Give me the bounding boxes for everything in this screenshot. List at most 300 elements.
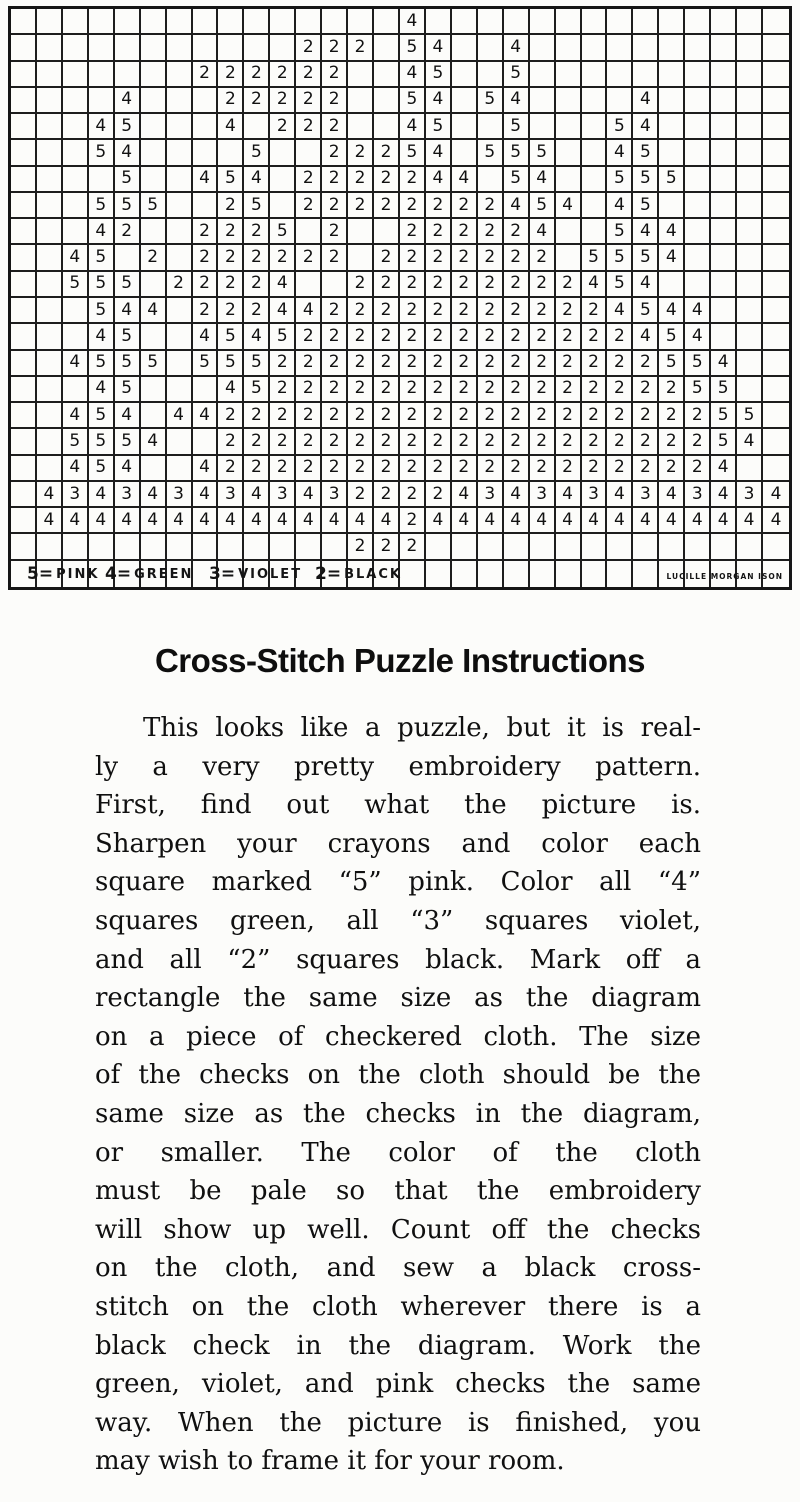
grid-cell: 5: [218, 351, 244, 377]
grid-cell: 4: [763, 482, 789, 508]
grid-cell: 4: [659, 245, 685, 271]
grid-cell: [374, 9, 400, 35]
grid-cell: 2: [218, 272, 244, 298]
grid-cell: 2: [530, 403, 556, 429]
grid-cell: [711, 219, 737, 245]
grid-cell: [659, 193, 685, 219]
grid-cell: 2: [193, 219, 219, 245]
instructions-line: stitch on the cloth wherever there is a: [95, 1291, 701, 1322]
legend-row-cell: [296, 561, 322, 587]
grid-cell: 4: [193, 324, 219, 350]
grid-cell: 5: [115, 167, 141, 193]
grid-cell: 2: [374, 140, 400, 166]
grid-cell: [504, 9, 530, 35]
grid-cell: [115, 35, 141, 61]
grid-cell: [37, 324, 63, 350]
grid-cell: [763, 403, 789, 429]
grid-cell: [530, 534, 556, 560]
grid-cell: 2: [452, 298, 478, 324]
grid-cell: [478, 114, 504, 140]
grid-cell: 4: [167, 508, 193, 534]
grid-cell: 5: [115, 351, 141, 377]
grid-cell: 4: [141, 429, 167, 455]
grid-cell: 5: [633, 167, 659, 193]
artist-signature: LUCILLE MORGAN ISON: [666, 572, 783, 581]
grid-cell: 2: [244, 298, 270, 324]
grid-cell: 2: [374, 482, 400, 508]
grid-cell: [633, 62, 659, 88]
grid-cell: [737, 324, 763, 350]
grid-cell: 5: [115, 114, 141, 140]
grid-cell: 2: [426, 456, 452, 482]
instructions-line: or smaller. The color of the cloth: [95, 1137, 701, 1168]
grid-cell: 3: [685, 482, 711, 508]
grid-cell: 5: [63, 429, 89, 455]
grid-cell: 5: [115, 324, 141, 350]
grid-cell: 4: [270, 272, 296, 298]
grid-cell: [582, 62, 608, 88]
grid-cell: [763, 272, 789, 298]
grid-cell: 2: [244, 219, 270, 245]
grid-cell: 2: [374, 193, 400, 219]
grid-cell: 4: [218, 508, 244, 534]
grid-cell: [711, 298, 737, 324]
grid-cell: 5: [89, 272, 115, 298]
grid-cell: [37, 219, 63, 245]
grid-cell: [556, 219, 582, 245]
grid-cell: 4: [193, 508, 219, 534]
grid-cell: 5: [89, 193, 115, 219]
instructions-line: black check in the diagram. Work the: [95, 1330, 701, 1361]
grid-cell: 4: [63, 403, 89, 429]
grid-cell: 2: [633, 403, 659, 429]
grid-cell: [582, 193, 608, 219]
grid-cell: 2: [504, 298, 530, 324]
instructions-line: square marked “5” pink. Color all “4”: [95, 867, 701, 898]
legend-row-cell: [348, 561, 374, 587]
legend-row-cell: [218, 561, 244, 587]
grid-cell: 2: [582, 403, 608, 429]
grid-cell: [348, 114, 374, 140]
grid-cell: [270, 167, 296, 193]
instructions-line: way. When the picture is finished, you: [95, 1407, 701, 1438]
grid-cell: [270, 534, 296, 560]
grid-cell: 2: [270, 377, 296, 403]
grid-cell: [11, 193, 37, 219]
grid-cell: [348, 219, 374, 245]
grid-cell: 4: [141, 298, 167, 324]
grid-cell: [218, 9, 244, 35]
grid-cell: [141, 140, 167, 166]
grid-cell: [11, 403, 37, 429]
legend-item: 5= PINK: [27, 564, 100, 584]
grid-cell: 2: [193, 62, 219, 88]
grid-cell: 4: [296, 298, 322, 324]
grid-cell: [348, 9, 374, 35]
grid-cell: [141, 272, 167, 298]
grid-cell: 5: [530, 140, 556, 166]
grid-cell: 2: [452, 193, 478, 219]
grid-cell: [452, 9, 478, 35]
grid-cell: 5: [633, 245, 659, 271]
grid-cell: [11, 508, 37, 534]
grid-cell: [167, 114, 193, 140]
grid-cell: [763, 114, 789, 140]
grid-cell: 5: [115, 193, 141, 219]
grid-cell: 4: [89, 219, 115, 245]
grid-cell: 5: [89, 351, 115, 377]
grid-cell: [167, 35, 193, 61]
grid-cell: [737, 298, 763, 324]
grid-cell: [763, 534, 789, 560]
grid-cell: [11, 272, 37, 298]
grid-cell: [63, 140, 89, 166]
grid-cell: [141, 9, 167, 35]
grid-cell: [685, 88, 711, 114]
grid-cell: [556, 35, 582, 61]
grid-cell: 5: [141, 193, 167, 219]
grid-cell: 2: [244, 429, 270, 455]
grid-cell: 2: [218, 456, 244, 482]
grid-cell: 5: [504, 114, 530, 140]
grid-cell: 2: [582, 324, 608, 350]
grid-cell: 2: [374, 534, 400, 560]
grid-cell: 2: [452, 403, 478, 429]
grid-cell: 2: [348, 456, 374, 482]
grid-cell: 2: [659, 377, 685, 403]
grid-cell: [607, 35, 633, 61]
grid-cell: [193, 88, 219, 114]
grid-cell: [11, 377, 37, 403]
grid-cell: 5: [659, 167, 685, 193]
grid-cell: 5: [141, 351, 167, 377]
grid-cell: [11, 298, 37, 324]
legend-item: 4= GREEN: [105, 564, 194, 584]
grid-cell: [737, 377, 763, 403]
grid-cell: 4: [167, 403, 193, 429]
grid-cell: [711, 324, 737, 350]
grid-cell: [737, 534, 763, 560]
grid-cell: [37, 351, 63, 377]
grid-cell: [63, 324, 89, 350]
grid-cell: 4: [504, 35, 530, 61]
grid-cell: 4: [452, 482, 478, 508]
grid-cell: [659, 534, 685, 560]
grid-cell: 4: [685, 508, 711, 534]
grid-cell: 5: [478, 88, 504, 114]
grid-cell: [452, 534, 478, 560]
grid-cell: 2: [685, 456, 711, 482]
grid-cell: 2: [348, 324, 374, 350]
grid-cell: 2: [426, 219, 452, 245]
grid-cell: 4: [763, 508, 789, 534]
grid-cell: 2: [556, 351, 582, 377]
grid-cell: [193, 429, 219, 455]
grid-cell: 4: [607, 482, 633, 508]
grid-cell: 2: [270, 351, 296, 377]
grid-cell: [737, 272, 763, 298]
grid-cell: 5: [607, 167, 633, 193]
grid-cell: [141, 167, 167, 193]
grid-cell: 3: [115, 482, 141, 508]
grid-cell: [11, 534, 37, 560]
grid-cell: 5: [685, 351, 711, 377]
grid-cell: 5: [504, 140, 530, 166]
grid-cell: 2: [530, 324, 556, 350]
grid-cell: 2: [504, 403, 530, 429]
grid-cell: [244, 534, 270, 560]
grid-cell: 4: [504, 193, 530, 219]
grid-cell: 5: [244, 140, 270, 166]
grid-cell: [685, 245, 711, 271]
legend-row-cell: [478, 561, 504, 587]
grid-cell: 2: [556, 403, 582, 429]
grid-cell: 4: [659, 298, 685, 324]
grid-cell: 2: [530, 298, 556, 324]
grid-cell: 4: [63, 351, 89, 377]
grid-cell: [530, 88, 556, 114]
grid-cell: 5: [63, 272, 89, 298]
grid-cell: 2: [426, 193, 452, 219]
grid-cell: [452, 140, 478, 166]
grid-cell: [763, 298, 789, 324]
grid-cell: 5: [400, 35, 426, 61]
grid-cell: [193, 140, 219, 166]
instructions-line: ly a very pretty embroidery pattern.: [95, 751, 701, 782]
grid-cell: [348, 88, 374, 114]
grid-cell: 4: [426, 140, 452, 166]
grid-cell: 2: [296, 324, 322, 350]
grid-cell: 5: [115, 272, 141, 298]
grid-cell: 4: [711, 351, 737, 377]
grid-cell: 4: [89, 482, 115, 508]
grid-cell: 2: [296, 456, 322, 482]
grid-cell: 4: [711, 508, 737, 534]
grid-cell: [737, 114, 763, 140]
grid-cell: 2: [400, 193, 426, 219]
grid-cell: [11, 482, 37, 508]
grid-cell: 2: [478, 403, 504, 429]
grid-cell: [11, 9, 37, 35]
grid-cell: 5: [89, 429, 115, 455]
grid-cell: [478, 35, 504, 61]
grid-cell: [426, 9, 452, 35]
page-title: Cross-Stitch Puzzle Instructions: [154, 642, 646, 679]
cross-stitch-grid: [8, 6, 792, 590]
grid-cell: 2: [244, 245, 270, 271]
grid-cell: [530, 62, 556, 88]
grid-cell: 2: [296, 429, 322, 455]
grid-cell: [193, 193, 219, 219]
grid-cell: 4: [141, 508, 167, 534]
grid-cell: 4: [193, 403, 219, 429]
grid-cell: 4: [478, 508, 504, 534]
grid-cell: [685, 62, 711, 88]
grid-cell: [711, 35, 737, 61]
grid-cell: 2: [478, 351, 504, 377]
legend-item: 2= BLACK: [315, 564, 402, 584]
grid-cell: [37, 403, 63, 429]
grid-cell: 2: [244, 456, 270, 482]
grid-cell: 2: [530, 245, 556, 271]
grid-cell: 2: [322, 298, 348, 324]
grid-cell: 2: [322, 324, 348, 350]
grid-cell: 2: [504, 429, 530, 455]
grid-cell: 2: [322, 88, 348, 114]
grid-cell: [193, 534, 219, 560]
grid-cell: 2: [296, 377, 322, 403]
instructions-line: squares green, all “3” squares violet,: [95, 905, 701, 936]
instructions-line: This looks like a puzzle, but it is real-: [143, 713, 701, 743]
grid-cell: [737, 219, 763, 245]
grid-cell: [478, 534, 504, 560]
grid-cell: [167, 245, 193, 271]
grid-cell: 2: [296, 403, 322, 429]
legend-row-cell: [374, 561, 400, 587]
grid-cell: [37, 88, 63, 114]
grid-cell: 4: [115, 88, 141, 114]
grid-cell: 4: [37, 482, 63, 508]
grid-cell: 5: [607, 245, 633, 271]
grid-cell: [556, 88, 582, 114]
grid-cell: 2: [400, 482, 426, 508]
grid-cell: 4: [37, 508, 63, 534]
grid-cell: [37, 456, 63, 482]
grid-cell: [737, 9, 763, 35]
grid-cell: 5: [659, 324, 685, 350]
legend-row-cell: [504, 561, 530, 587]
grid-cell: 2: [374, 298, 400, 324]
grid-cell: 4: [659, 508, 685, 534]
grid-cell: [633, 9, 659, 35]
grid-cell: 2: [607, 351, 633, 377]
grid-cell: [11, 219, 37, 245]
grid-cell: [452, 62, 478, 88]
grid-cell: 2: [452, 377, 478, 403]
grid-cell: 5: [711, 403, 737, 429]
grid-cell: 2: [141, 245, 167, 271]
grid-cell: 2: [426, 245, 452, 271]
grid-cell: [711, 534, 737, 560]
grid-cell: [530, 114, 556, 140]
grid-cell: [659, 9, 685, 35]
grid-cell: [556, 534, 582, 560]
grid-cell: 4: [89, 377, 115, 403]
grid-cell: 2: [348, 35, 374, 61]
grid-cell: [167, 377, 193, 403]
grid-cell: 3: [218, 482, 244, 508]
grid-cell: 2: [218, 298, 244, 324]
grid-cell: 5: [504, 167, 530, 193]
grid-cell: 2: [322, 377, 348, 403]
grid-cell: [63, 377, 89, 403]
grid-cell: [426, 534, 452, 560]
grid-cell: 5: [89, 456, 115, 482]
grid-cell: 4: [270, 508, 296, 534]
grid-cell: [478, 167, 504, 193]
grid-cell: 2: [348, 377, 374, 403]
grid-cell: 2: [400, 534, 426, 560]
grid-cell: 5: [270, 324, 296, 350]
grid-cell: 3: [167, 482, 193, 508]
grid-cell: [167, 193, 193, 219]
grid-cell: [556, 9, 582, 35]
grid-cell: 4: [556, 508, 582, 534]
instructions-paragraph: [95, 709, 701, 1481]
grid-cell: 2: [374, 351, 400, 377]
grid-cell: [659, 272, 685, 298]
grid-cell: [37, 429, 63, 455]
grid-cell: [711, 193, 737, 219]
grid-cell: [711, 62, 737, 88]
grid-cell: [763, 62, 789, 88]
grid-cell: 2: [582, 298, 608, 324]
grid-cell: 2: [244, 62, 270, 88]
grid-cell: 2: [659, 456, 685, 482]
grid-cell: 2: [556, 298, 582, 324]
grid-cell: 2: [556, 272, 582, 298]
grid-cell: 4: [607, 193, 633, 219]
grid-cell: 4: [633, 219, 659, 245]
grid-cell: 2: [244, 88, 270, 114]
grid-cell: 2: [426, 272, 452, 298]
grid-cell: [685, 272, 711, 298]
grid-cell: [296, 534, 322, 560]
grid-cell: 2: [426, 482, 452, 508]
grid-cell: [11, 88, 37, 114]
grid-cell: 2: [530, 272, 556, 298]
grid-cell: 2: [685, 429, 711, 455]
grid-cell: 2: [322, 114, 348, 140]
grid-cell: 5: [426, 62, 452, 88]
grid-cell: [685, 534, 711, 560]
legend-row-cell: [400, 561, 426, 587]
grid-cell: 2: [478, 245, 504, 271]
grid-cell: 4: [348, 508, 374, 534]
grid-cell: 4: [244, 324, 270, 350]
grid-cell: [763, 219, 789, 245]
grid-cell: [582, 219, 608, 245]
grid-cells: [11, 9, 789, 587]
grid-cell: 2: [193, 298, 219, 324]
grid-cell: [167, 429, 193, 455]
grid-cell: [167, 456, 193, 482]
grid-cell: [11, 62, 37, 88]
grid-cell: 4: [244, 167, 270, 193]
grid-cell: [296, 140, 322, 166]
grid-cell: [89, 62, 115, 88]
grid-cell: 2: [426, 298, 452, 324]
grid-cell: [763, 324, 789, 350]
grid-cell: [685, 167, 711, 193]
grid-cell: 3: [322, 482, 348, 508]
grid-cell: 4: [244, 482, 270, 508]
grid-cell: [11, 351, 37, 377]
grid-cell: 2: [348, 534, 374, 560]
grid-cell: [63, 9, 89, 35]
grid-cell: 2: [607, 377, 633, 403]
grid-cell: [11, 324, 37, 350]
grid-cell: [374, 35, 400, 61]
grid-cell: [659, 114, 685, 140]
grid-cell: [270, 9, 296, 35]
grid-cell: 5: [244, 193, 270, 219]
grid-cell: 2: [452, 324, 478, 350]
grid-cell: 2: [582, 351, 608, 377]
grid-cell: 2: [400, 272, 426, 298]
grid-cell: [141, 62, 167, 88]
grid-cell: 4: [633, 508, 659, 534]
